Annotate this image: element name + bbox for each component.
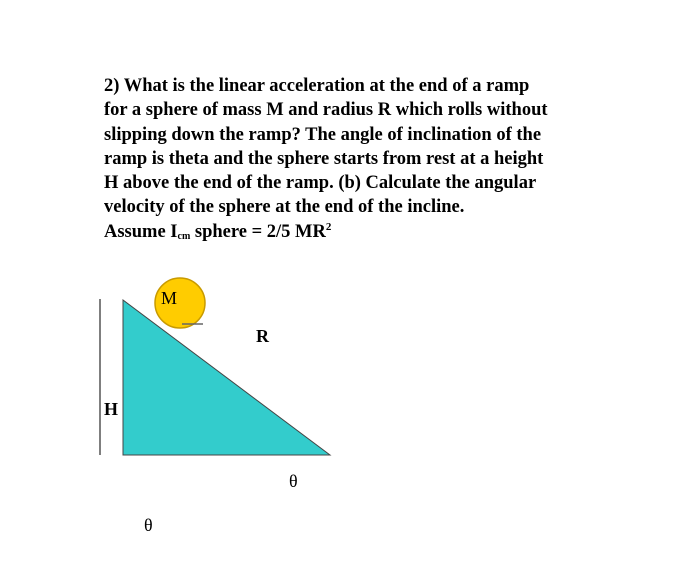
sphere-label: M [161, 288, 178, 308]
problem-line-2: for a sphere of mass M and radius R which rolls without [104, 100, 548, 121]
ramp-triangle [123, 300, 330, 455]
angle-label-bottom: θ [144, 515, 153, 535]
assume-subscript: cm [177, 230, 191, 242]
assume-middle: sphere = 2/5 MR [190, 221, 326, 242]
problem-line-4: ramp is theta and the sphere starts from rest at a height [104, 148, 544, 169]
problem-line-6: velocity of the sphere at the end of the incline. [104, 197, 465, 218]
assume-superscript: 2 [325, 220, 332, 233]
problem-line-3: slipping down the ramp? The angle of inclination of the [104, 124, 542, 145]
radius-label: R [256, 326, 269, 346]
angle-label-ramp: θ [289, 471, 298, 491]
assume-prefix: Assume I [104, 221, 178, 242]
height-label: H [104, 399, 119, 419]
problem-line-1: 2) What is the linear acceleration at the end of a ramp [104, 76, 530, 96]
problem-line-5: H above the end of the ramp. (b) Calculate the angular [104, 173, 537, 194]
